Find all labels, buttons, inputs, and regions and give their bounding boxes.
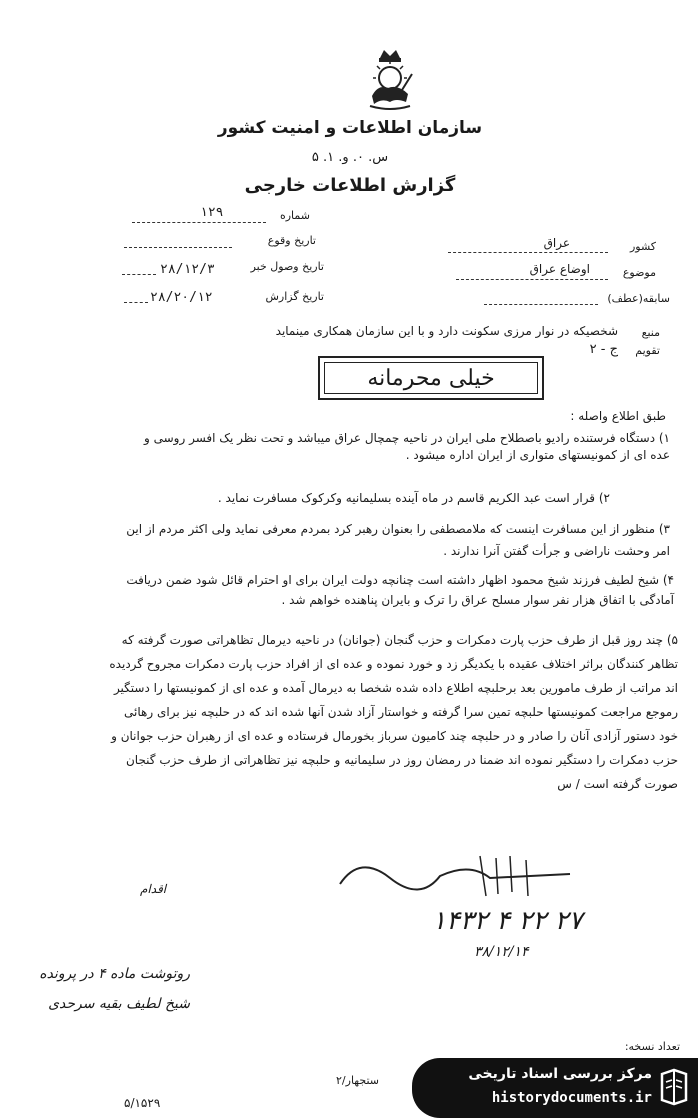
- report-date-value: ۲۸/۲۰/۱۲: [150, 290, 213, 305]
- watermark-url: historydocuments.ir: [491, 1090, 652, 1106]
- reference-label: سابقه(عطف): [607, 292, 670, 305]
- organization-name: سازمان اطلاعات و امنیت کشور: [217, 118, 483, 138]
- bottom-partial-text: ستجهار/۲: [336, 1074, 379, 1087]
- bottom-left-code: ۵/۱۵۲۹: [124, 1096, 161, 1110]
- stamp-text: خیلی محرمانه: [367, 365, 495, 391]
- subject-value: اوضاع عراق: [529, 262, 590, 276]
- received-date-value: ۲۸/۱۲/۳: [160, 262, 215, 277]
- paragraph-1: ۱) دستگاه فرستنده رادیو باصطلاح ملی ایران در ناحیه چمچال عراق میباشد و تحت نظر یک افسر روسی و عده ای از کمونیستهای متواری از ایران اداره میشود .: [144, 431, 670, 462]
- subject-label: موضوع: [622, 266, 656, 279]
- watermark-banner: [412, 1058, 698, 1118]
- country-value: عراق: [543, 236, 570, 250]
- handwritten-initials: اقدام: [140, 882, 167, 896]
- assessment-value: ج - ۲: [589, 342, 618, 357]
- number-label: شماره: [279, 209, 310, 222]
- margin-note-line-1: روتوشت ماده ۴ در پرونده: [39, 966, 190, 982]
- number-value: ۱۲۹: [200, 205, 224, 220]
- classification-stamp: [318, 356, 544, 400]
- margin-note-line-2: شیخ لطیف بقیه سرحدی: [48, 996, 190, 1012]
- lion-and-sun-crown-emblem: [362, 44, 418, 114]
- paragraph-4: ۴) شیخ لطیف فرزند شیخ محمود اظهار داشته است چنانچه دولت ایران برای او احترام قائل شود ضمن دریافت آمادگی با اتفاق هزار نفر سوار مسلح عراق را ترک و بایران پناهنده خواهم شد .: [126, 573, 674, 607]
- paragraph-2: ۲) قرار است عبد الکریم قاسم در ماه آینده بسلیمانیه وکرکوک مسافرت نماید .: [217, 491, 610, 505]
- assessment-label: تقویم: [635, 344, 660, 357]
- document-code: س. ۰. و. ۱. ۵: [311, 150, 389, 165]
- report-date-label: تاریخ گزارش: [265, 290, 324, 303]
- copies-label: تعداد نسخه:: [624, 1040, 680, 1053]
- report-title: گزارش اطلاعات خارجی: [244, 175, 456, 196]
- body-intro: طبق اطلاع واصله :: [570, 409, 666, 423]
- source-text: شخصیکه در نوار مرزی سکونت دارد و با این سازمان همکاری مینماید: [275, 324, 618, 338]
- signature-scribble: [320, 848, 580, 908]
- watermark-title: مرکز بررسی اسناد تاریخی: [468, 1066, 652, 1082]
- archive-book-logo-icon: [658, 1068, 690, 1106]
- received-date-label: تاریخ وصول خبر: [250, 260, 324, 273]
- event-date-label: تاریخ وقوع: [267, 234, 316, 247]
- paragraph-3: ۳) منظور از این مسافرت اینست که ملامصطفی را بعنوان رهبر کرد بمردم معرفی نماید ولی اکثر مردم از این امر وحشت ناراضی و جرأت گفتن آنرا ندارند .: [126, 522, 670, 558]
- source-label: منبع: [641, 326, 660, 339]
- country-label: کشور: [629, 240, 656, 253]
- handwritten-date: ۳۸/۱۲/۱۴: [474, 944, 529, 960]
- handwritten-number: ۱۴۳۲ ۴ ۲۲ ۲۷: [432, 906, 583, 936]
- paragraph-5: ۵) چند روز قبل از طرف حزب پارت دمکرات و حزب گنجان (جوانان) در ناحیه دیرمال تظاهراتی صورت گرفته که تظاهر کنندگان براثر اختلاف عقیده با یکدیگر زد و خورد نموده و عده ای از افراد حزب پارت دمکرات مجروح گردیده اند مراتب از طرف مامورین بعد برحلبچه اطلاع داده شده شخصا به دیرمال آمده و عده ای از کمونیستها را دستگیر رموجع مراجعت کمونیستها حلبچه تمین سرا گرفته و خواستار آزاد شدن آنها شده اند که در حلبچه نیز برای رهائی خود دستور آزادی آنان را صادر و در حلبچه چند کامیون سرباز بخورمال فرستاده و عده ای از رهبران حزب جوانان و حزب دمکرات را دستگیر نموده اند ضمنا در رمضان روز در سلیمانیه و حلبچه نیز تظاهراتی از طرف حزب گنجان صورت گرفته است / س: [109, 633, 678, 791]
